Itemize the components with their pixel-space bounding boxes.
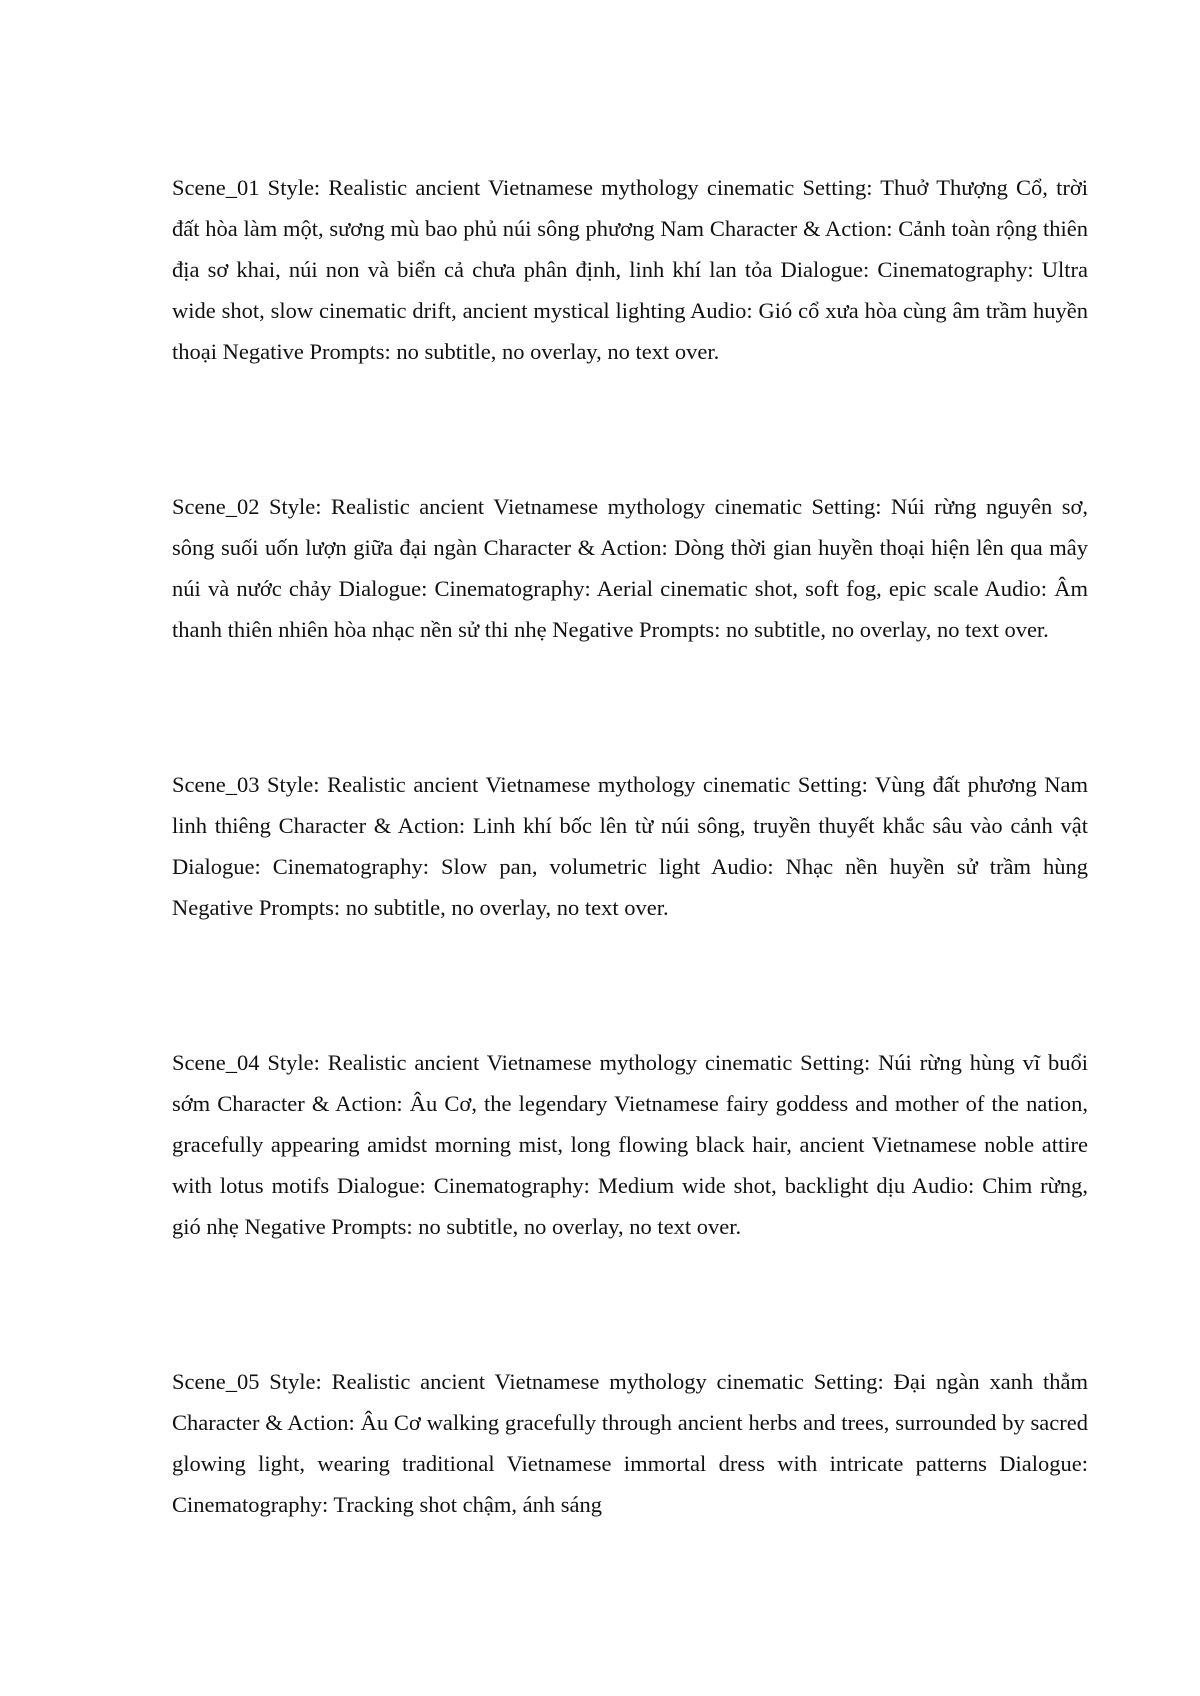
scene-04-paragraph: Scene_04 Style: Realistic ancient Vietnamese mythology cinematic Setting: Núi rừng hùng vĩ buổi sớm Character & Action: Âu Cơ, the legendary Vietnamese fairy goddess and mother of the nation, gracefully appearing amidst morning mist, long flowing black hair, ancient Vietnamese noble attire with lotus motifs Dialogue: Cinematography: Medium wide shot, backlight dịu Audio: Chim rừng, gió nhẹ Negative Prompts: no subtitle, no overlay, no text over. [172, 1050, 1088, 1239]
scene-02-paragraph: Scene_02 Style: Realistic ancient Vietnamese mythology cinematic Setting: Núi rừng nguyên sơ, sông suối uốn lượn giữa đại ngàn Character & Action: Dòng thời gian huyền thoại hiện lên qua mây núi và nước chảy Dialogue: Cinematography: Aerial cinematic shot, soft fog, epic scale Audio: Âm thanh thiên nhiên hòa nhạc nền sử thi nhẹ Negative Prompts: no subtitle, no overlay, no text over. [172, 494, 1088, 642]
scene-05-paragraph: Scene_05 Style: Realistic ancient Vietnamese mythology cinematic Setting: Đại ngàn xanh thẳm Character & Action: Âu Cơ walking gracefully through ancient herbs and trees, surrounded by sacred glowing light, wearing traditional Vietnamese immortal dress with intricate patterns Dialogue: Cinematography: Tracking shot chậm, ánh sáng [172, 1369, 1088, 1517]
scene-01-paragraph: Scene_01 Style: Realistic ancient Vietnamese mythology cinematic Setting: Thuở Thượng Cổ, trời đất hòa làm một, sương mù bao phủ núi sông phương Nam Character & Action: Cảnh toàn rộng thiên địa sơ khai, núi non và biển cả chưa phân định, linh khí lan tỏa Dialogue: Cinematography: Ultra wide shot, slow cinematic drift, ancient mystical lighting Audio: Gió cổ xưa hòa cùng âm trầm huyền thoại Negative Prompts: no subtitle, no overlay, no text over. [172, 175, 1088, 364]
scene-03-paragraph: Scene_03 Style: Realistic ancient Vietnamese mythology cinematic Setting: Vùng đất phương Nam linh thiêng Character & Action: Linh khí bốc lên từ núi sông, truyền thuyết khắc sâu vào cảnh vật Dialogue: Cinematography: Slow pan, volumetric light Audio: Nhạc nền huyền sử trầm hùng Negative Prompts: no subtitle, no overlay, no text over. [172, 772, 1088, 920]
